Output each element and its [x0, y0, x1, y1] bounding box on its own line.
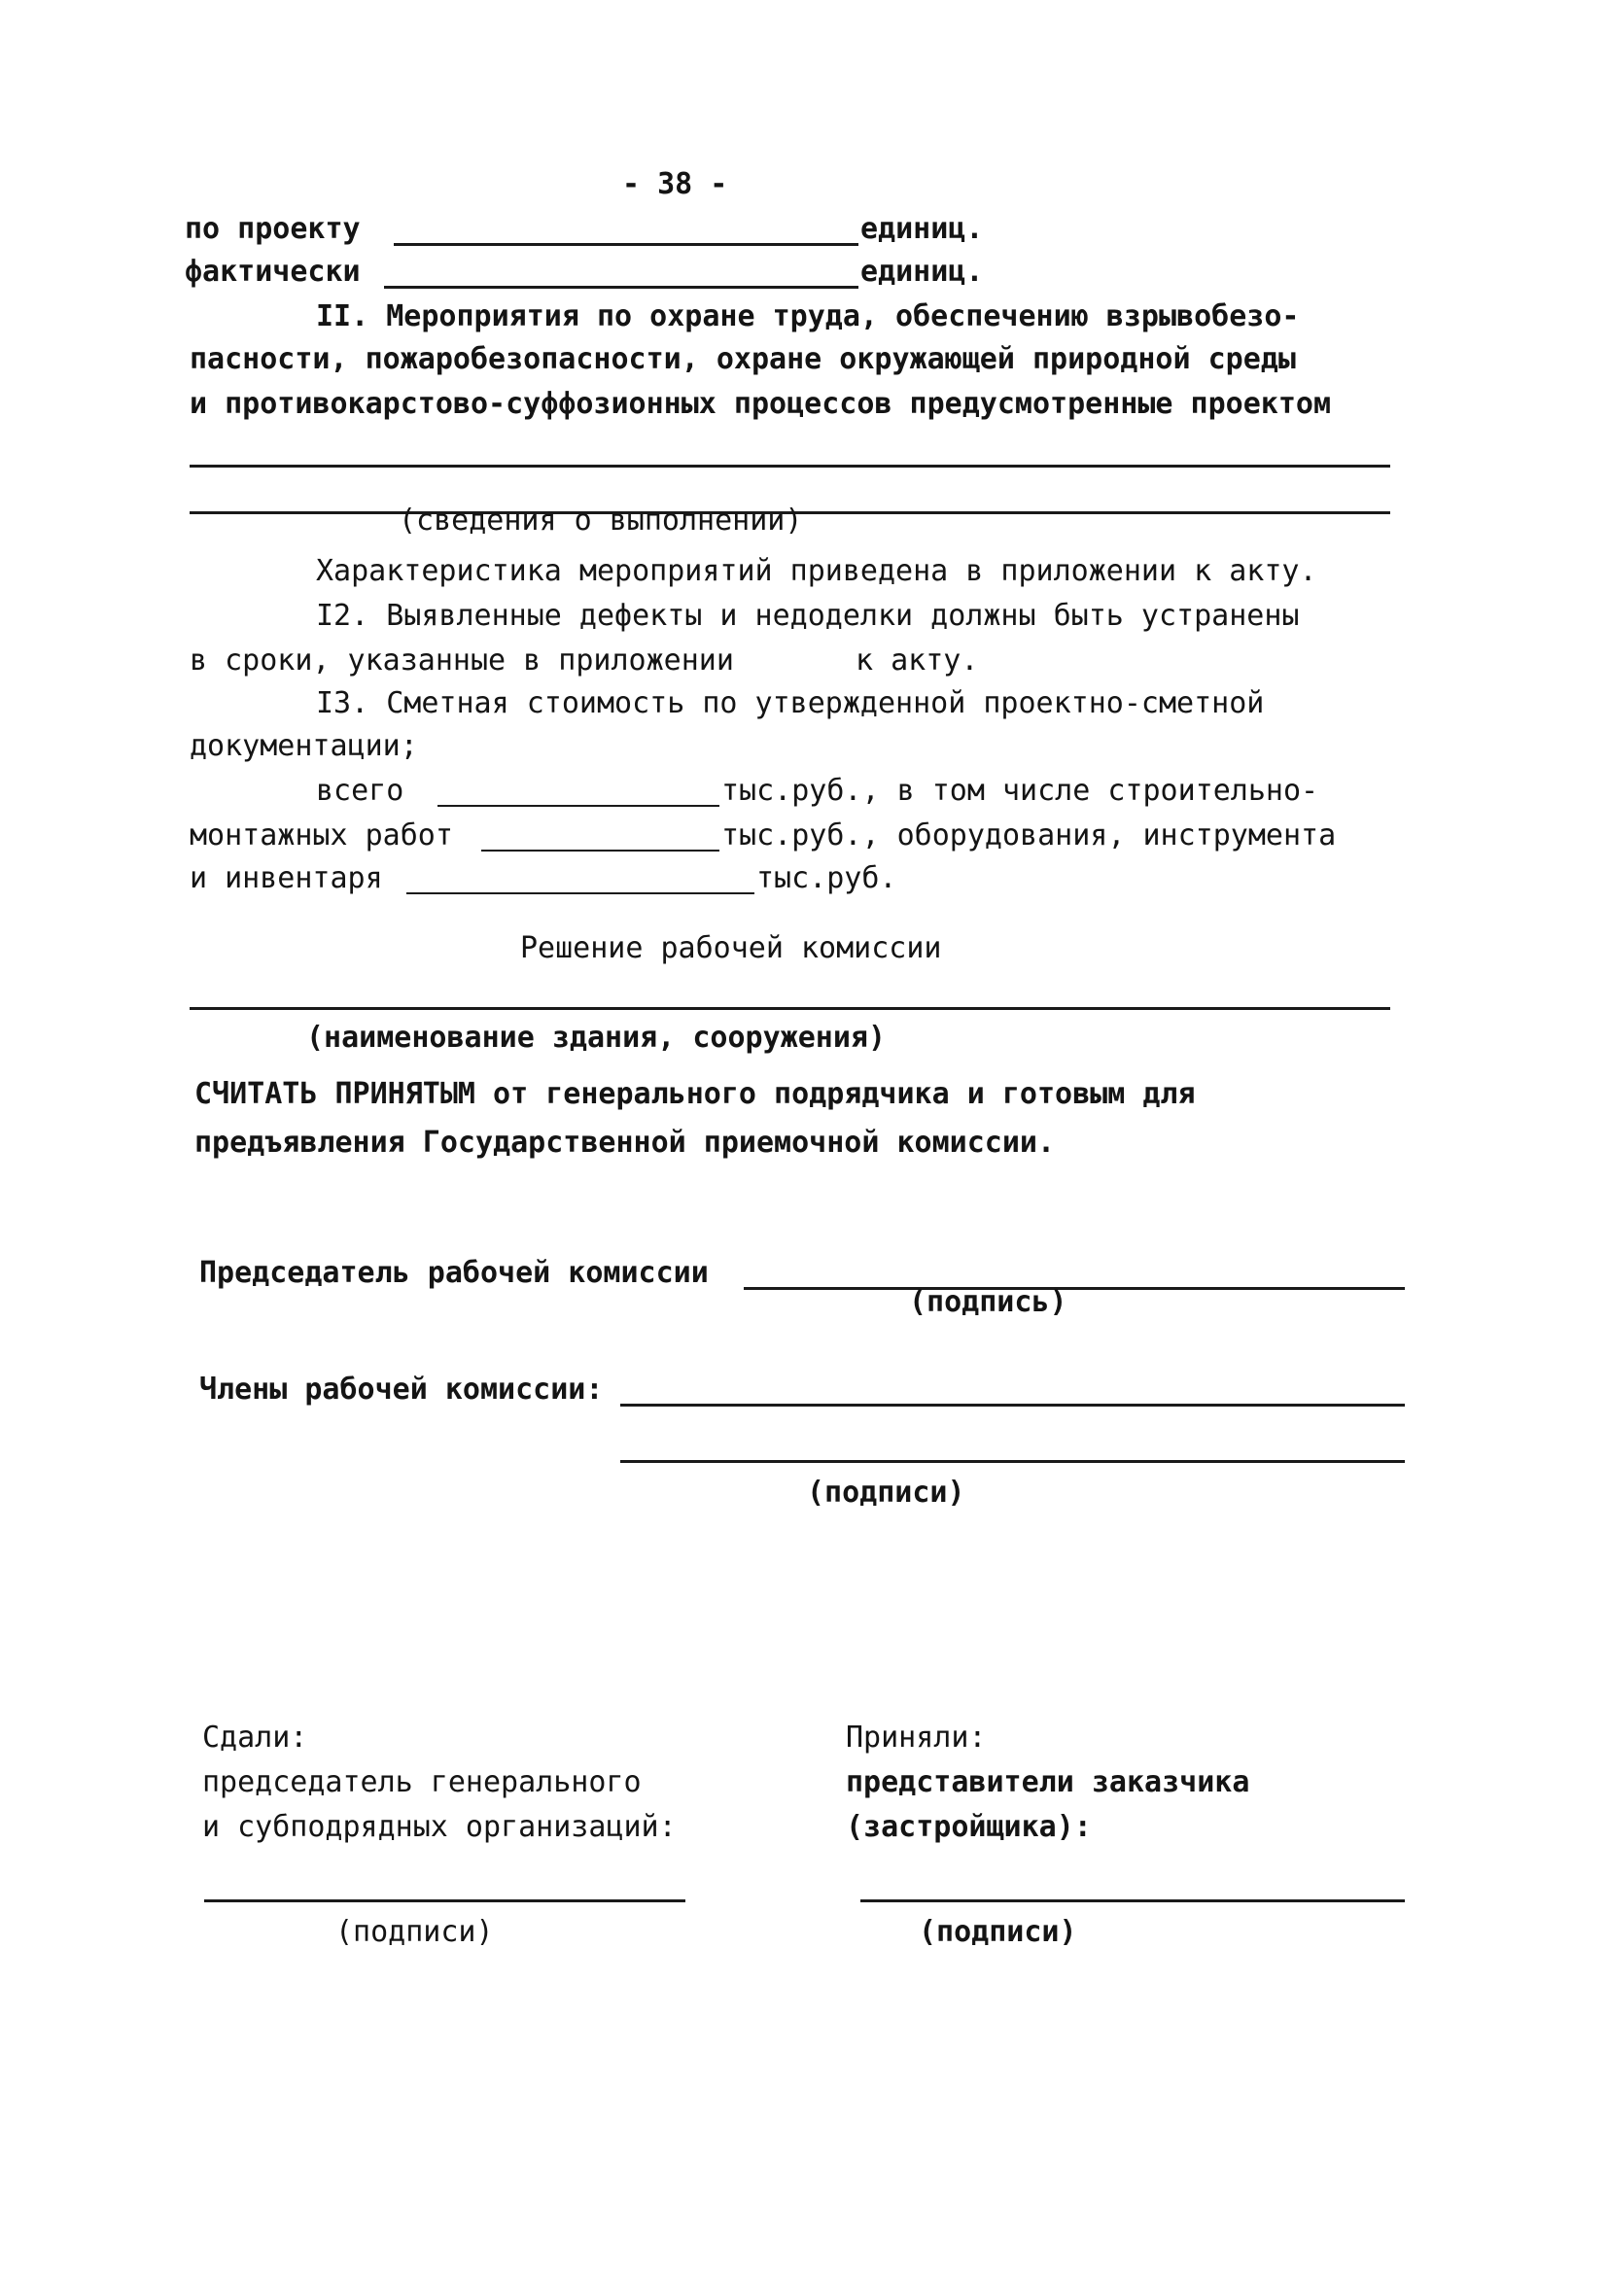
decision-line1: СЧИТАТЬ ПРИНЯТЫМ от генерального подрядчика и готовым для [194, 1077, 1196, 1111]
section11-line1: II. Мероприятия по охране труда, обеспечению взрывобезо- [316, 299, 1300, 333]
section13-line1: I3. Сметная стоимость по утвержденной проектно-сметной [316, 686, 1265, 720]
decision-caption: (наименование здания, сооружения) [306, 1021, 887, 1055]
accepted-line1: представители заказчика [846, 1765, 1250, 1799]
handed-line1: председатель генерального [202, 1765, 642, 1799]
members-signature-line-2 [620, 1460, 1405, 1463]
inv-blank [406, 892, 754, 894]
by-project-blank [394, 243, 858, 246]
accepted-signature-line [860, 1899, 1405, 1902]
section11-caption: (сведения о выполнении) [399, 504, 803, 538]
actual-unit: единиц. [860, 255, 984, 289]
handed-caption: (подписи) [335, 1915, 494, 1949]
smr-unit: тыс.руб., оборудования, инструмента [721, 818, 1337, 852]
section12-line1: I2. Выявленные дефекты и недоделки должны быть устранены [316, 599, 1300, 633]
chairman-label: Председатель рабочей комиссии [199, 1256, 709, 1290]
total-blank [437, 805, 719, 807]
handed-title: Сдали: [202, 1721, 308, 1755]
section12-line2b: к акту. [856, 644, 979, 678]
smr-label: монтажных работ [190, 818, 453, 852]
handed-line2: и субподрядных организаций: [202, 1810, 677, 1844]
total-label: всего [316, 774, 404, 808]
section11-line2: пасности, пожаробезопасности, охране окружающей природной среды [190, 342, 1296, 376]
section13-line2: документации; [190, 729, 418, 763]
by-project-label: по проекту [185, 212, 361, 246]
actual-label: фактически [185, 255, 361, 289]
inv-label: и инвентаря [190, 861, 383, 895]
page-number: - 38 - [622, 167, 728, 201]
chairman-signature-caption: (подпись) [909, 1285, 1067, 1319]
members-signature-line-1 [620, 1404, 1405, 1407]
decision-line2: предъявления Государственной приемочной комиссии. [194, 1126, 1056, 1160]
accepted-title: Приняли: [846, 1721, 987, 1755]
by-project-unit: единиц. [860, 212, 984, 246]
decision-heading: Решение рабочей комиссии [520, 931, 942, 965]
members-label: Члены рабочей комиссии: [199, 1373, 604, 1407]
smr-blank [481, 850, 719, 852]
actual-blank [384, 286, 858, 289]
decision-blank [190, 1007, 1390, 1010]
section11-line3: и противокарстово-суффозионных процессов предусмотренные проектом [190, 387, 1331, 421]
total-unit: тыс.руб., в том числе строительно- [721, 774, 1319, 808]
accepted-line2: (застройщика): [846, 1810, 1092, 1844]
section12-line2a: в сроки, указанные в приложении [190, 644, 734, 678]
inv-unit: тыс.руб. [756, 861, 897, 895]
members-signatures-caption: (подписи) [807, 1476, 965, 1510]
handed-signature-line [204, 1899, 685, 1902]
accepted-caption: (подписи) [919, 1915, 1077, 1949]
section11-characteristic: Характеристика мероприятий приведена в приложении к акту. [316, 554, 1317, 588]
chairman-signature-line [744, 1287, 1405, 1290]
section11-blank-1 [190, 465, 1390, 468]
